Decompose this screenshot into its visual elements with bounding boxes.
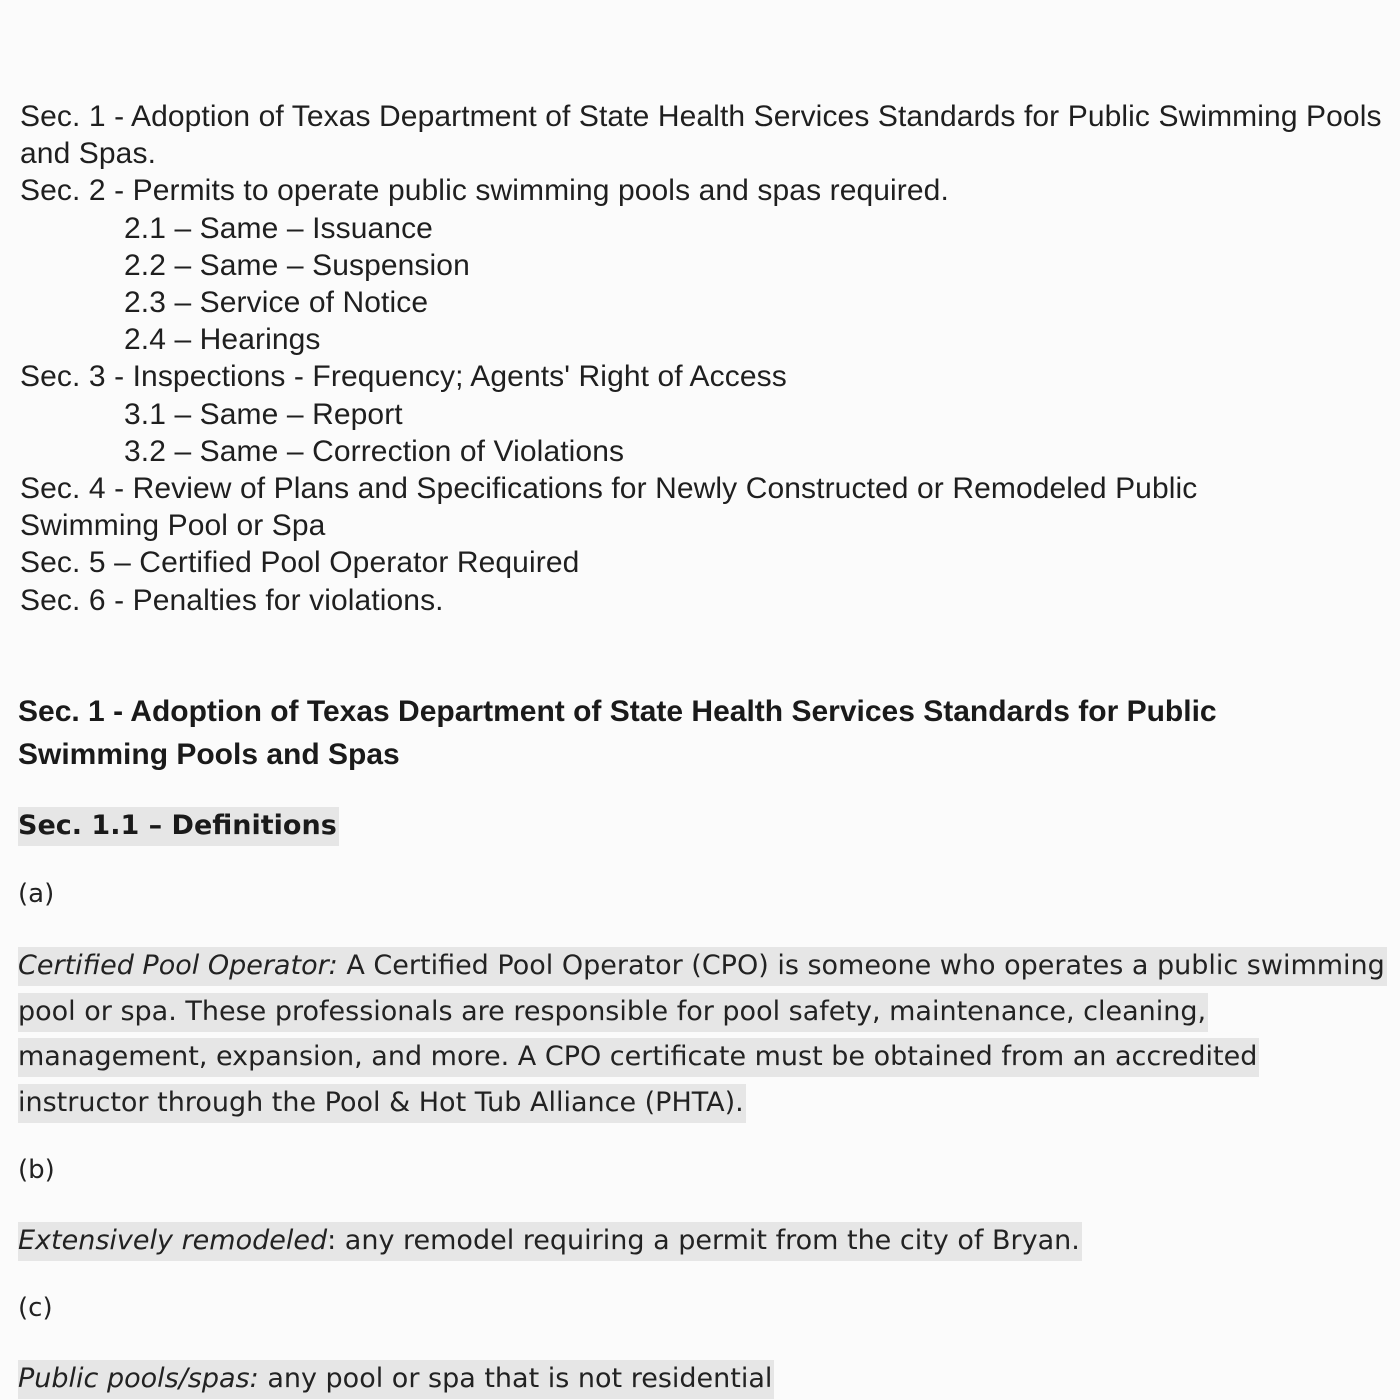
definition-a-term: Certified Pool Operator: — [18, 950, 338, 981]
section-1-1-heading — [18, 806, 1388, 846]
definition-a-text: A Certified Pool Operator (CPO) is someone who operates a public swimming pool or spa. These professionals are responsible for pool safety, maintenance, cleaning, management, expansion, and more. A CPO certificate must be obtained from an accredited instructor through the Pool & Hot Tub Alliance (PHTA). — [18, 950, 1385, 1118]
toc-sec-2-3: 2.3 – Service of Notice — [124, 286, 429, 320]
toc-sec-2-1: 2.1 – Same – Issuance — [124, 211, 433, 245]
toc-sec-3-1: 3.1 – Same – Report — [124, 397, 403, 431]
definition-a-highlight — [18, 947, 1387, 1123]
definition-b-highlight — [18, 1222, 1082, 1261]
definition-a-marker: (a) — [18, 879, 55, 909]
definition-c-text: any pool or spa that is not residential — [258, 1363, 773, 1394]
toc-sec-4: Sec. 4 - Review of Plans and Specifications for Newly Constructed or Remodeled Public Swimming Pool or Spa — [20, 472, 1198, 543]
definition-c-term: Public pools/spas: — [18, 1363, 259, 1394]
definition-b-marker: (b) — [18, 1155, 55, 1185]
toc-sec-2: Sec. 2 - Permits to operate public swimming pools and spas required. — [20, 174, 949, 208]
definition-b — [18, 1218, 1386, 1264]
definition-c — [18, 1356, 1386, 1400]
toc-sec-6: Sec. 6 - Penalties for violations. — [20, 583, 444, 617]
definition-c-highlight — [18, 1360, 774, 1399]
definition-b-text: : any remodel requiring a permit from the city of Bryan. — [327, 1225, 1080, 1256]
definition-b-term: Extensively remodeled — [18, 1225, 328, 1256]
toc-sec-1: Sec. 1 - Adoption of Texas Department of State Health Services Standards for Public Swimming Pools and Spas. — [20, 100, 1382, 171]
toc-sec-2-2: 2.2 – Same – Suspension — [124, 248, 470, 282]
section-1-heading: Sec. 1 - Adoption of Texas Department of State Health Services Standards for Public Swimming Pools and Spas — [18, 695, 1217, 771]
toc-sec-3: Sec. 3 - Inspections - Frequency; Agents' Right of Access — [20, 360, 787, 394]
toc-sec-3-2: 3.2 – Same – Correction of Violations — [124, 434, 625, 468]
definition-c-marker: (c) — [18, 1293, 53, 1323]
table-of-contents — [20, 98, 1390, 619]
toc-sec-5: Sec. 5 – Certified Pool Operator Required — [20, 546, 580, 580]
section-1-1-title: Sec. 1.1 – Definitions — [18, 807, 339, 846]
definition-a — [18, 943, 1386, 1125]
toc-sec-2-4: 2.4 – Hearings — [124, 323, 321, 357]
